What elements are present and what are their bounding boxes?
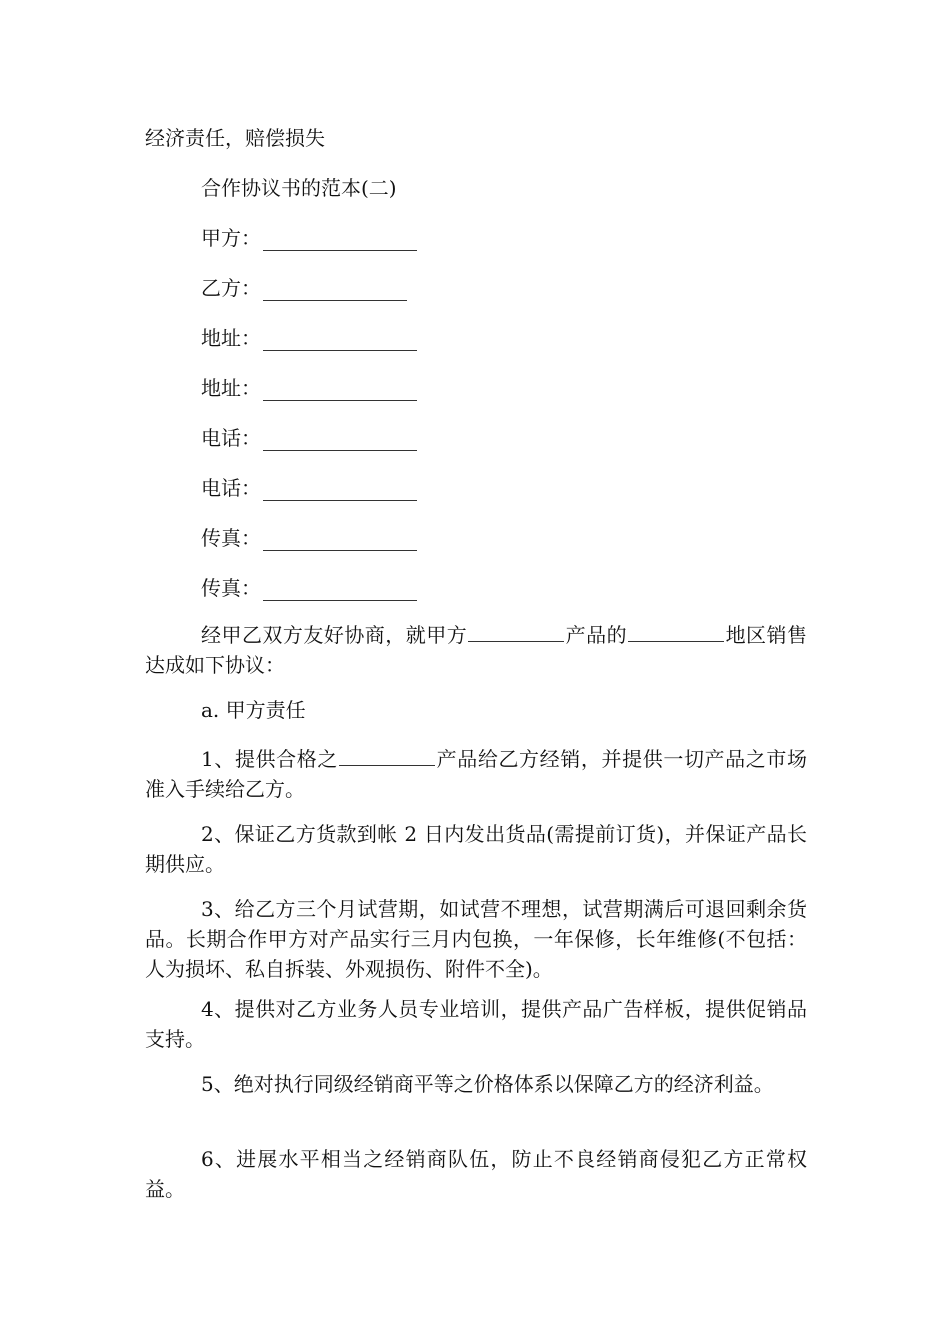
intro-text-2: 产品的 [565, 623, 628, 647]
field-label: 传真： [201, 576, 261, 600]
blank-line [263, 330, 417, 351]
blank-line [468, 623, 564, 642]
blank-line [263, 580, 417, 601]
clause-6: 6、进展水平相当之经销商队伍，防止不良经销商侵犯乙方正常权益。 [145, 1147, 807, 1201]
intro-paragraph [145, 620, 807, 680]
fax-field-b [201, 575, 417, 601]
blank-line [339, 747, 435, 766]
address-field-a [201, 325, 417, 351]
fax-field-a [201, 525, 417, 551]
blank-line [263, 230, 417, 251]
phone-field-b [201, 475, 417, 501]
blank-line [263, 480, 417, 501]
clause-5: 5、绝对执行同级经销商平等之价格体系以保障乙方的经济利益。 [201, 1072, 774, 1096]
continuation-line: 经济责任，赔偿损失 [145, 126, 325, 150]
blank-line [263, 530, 417, 551]
field-label: 传真： [201, 526, 261, 550]
blank-line [263, 380, 417, 401]
field-label: 地址： [201, 326, 261, 350]
section-heading-a: a. 甲方责任 [201, 698, 306, 722]
address-field-b [201, 375, 417, 401]
field-label: 电话： [201, 476, 261, 500]
blank-line [263, 430, 417, 451]
field-label: 乙方： [201, 276, 261, 300]
intro-text-1: 经甲乙双方友好协商，就甲方 [201, 623, 468, 647]
field-label: 地址： [201, 376, 261, 400]
party-b-field [201, 275, 407, 301]
blank-line [628, 623, 724, 642]
party-a-field [201, 225, 417, 251]
document-title: 合作协议书的范本(二) [201, 176, 397, 200]
clause-1 [145, 744, 807, 804]
intro-text-3: 地区销售达成如下协议： [145, 623, 808, 677]
clause-4: 4、提供对乙方业务人员专业培训，提供产品广告样板，提供促销品支持。 [145, 997, 807, 1051]
phone-field-a [201, 425, 417, 451]
blank-line [263, 280, 407, 301]
field-label: 电话： [201, 426, 261, 450]
field-label: 甲方： [201, 226, 261, 250]
clause-3: 3、给乙方三个月试营期，如试营不理想，试营期满后可退回剩余货品。长期合作甲方对产品实行三月内包换，一年保修，长年维修(不包括：人为损坏、私自拆装、外观损伤、附件不全)。 [145, 897, 807, 981]
clause-1-text-2: 产品给乙方经销，并提供一切产品之市场准入手续给乙方。 [145, 747, 807, 801]
clause-1-text-1: 1、提供合格之 [201, 747, 338, 771]
clause-2: 2、保证乙方货款到帐 2 日内发出货品(需提前订货)，并保证产品长期供应。 [145, 822, 807, 876]
